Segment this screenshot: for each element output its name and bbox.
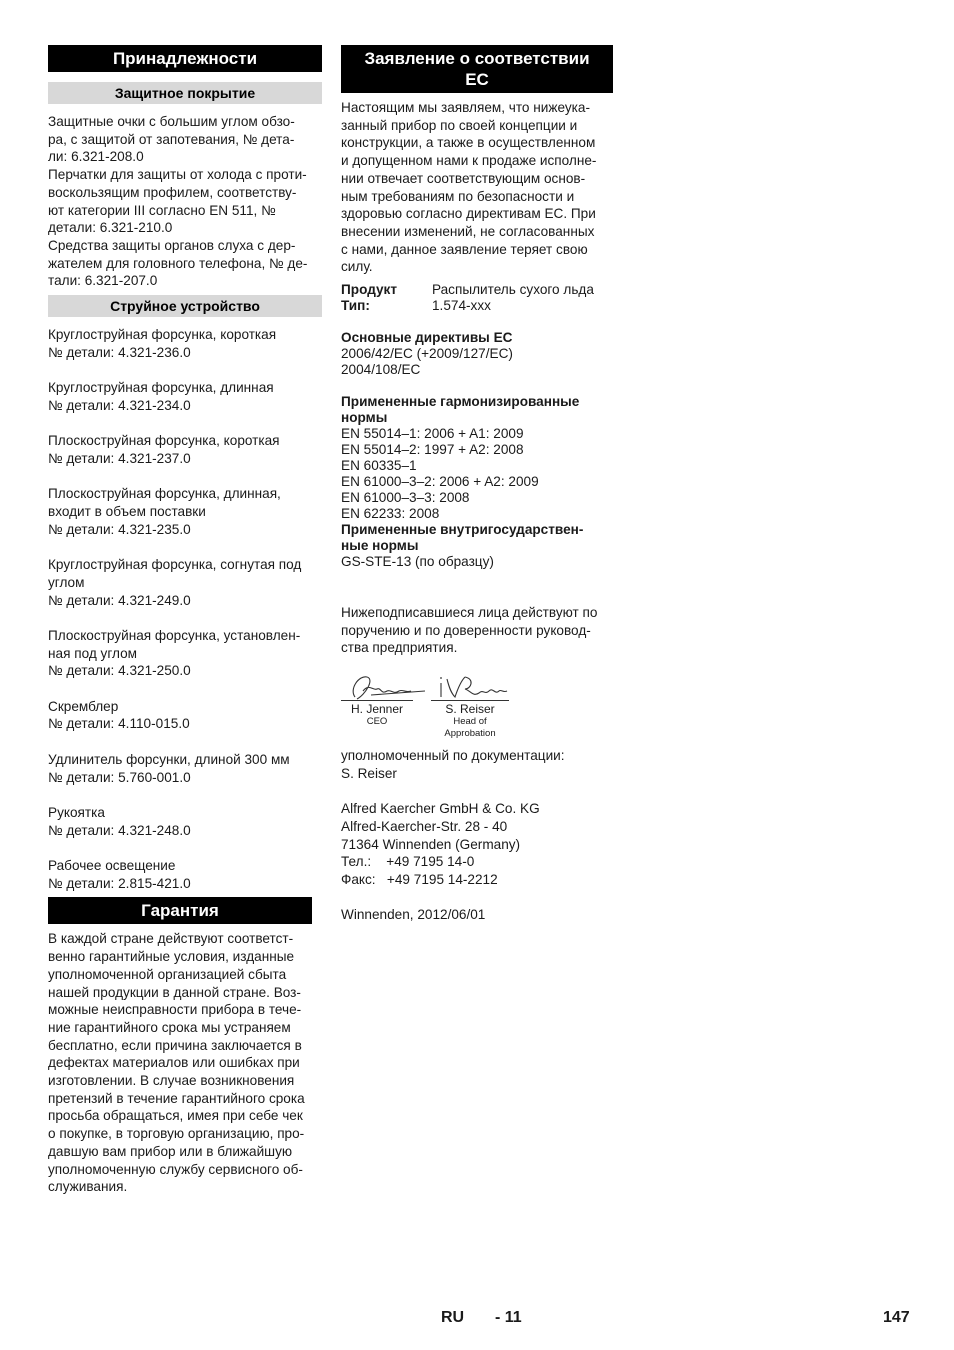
text-line: В каждой стране действуют соответст- <box>48 931 294 947</box>
national-title: Примененные внутригосударствен- <box>341 522 584 538</box>
right-column <box>341 45 613 924</box>
handwritten-signature-icon <box>341 669 427 703</box>
text-line: просьба обращаться, имея при себе чек <box>48 1108 303 1124</box>
item-part-number: № детали: 2.815-421.0 <box>48 875 191 891</box>
text-line: о покупке, в торговую организацию, про- <box>48 1126 305 1142</box>
standard: EN 62233: 2008 <box>341 506 440 522</box>
product-label: Продукт <box>341 282 398 298</box>
standard: EN 61000–3–2: 2006 + A2: 2009 <box>341 474 539 490</box>
item-name: Круглоструйная форсунка, короткая <box>48 327 277 343</box>
item-name: Рукоятка <box>48 804 105 820</box>
item-part-number: № детали: 4.321-250.0 <box>48 663 191 679</box>
harmonized-title: Примененные гармонизированные <box>341 394 580 410</box>
jet-subheading: Струйное устройство <box>48 295 322 317</box>
text-line: детали: 6.321-210.0 <box>48 220 173 236</box>
text-line: ства предприятия. <box>341 640 458 656</box>
standard: EN 55014–2: 1997 + A2: 2008 <box>341 442 524 458</box>
phone-label: Тел.: <box>341 854 372 870</box>
item-name-cont: ная под углом <box>48 645 137 661</box>
national-title-cont: ные нормы <box>341 538 419 554</box>
item-name: Круглоструйная форсунка, длинная <box>48 380 274 396</box>
company-address <box>341 800 613 889</box>
declaration-intro <box>341 99 613 276</box>
item-name: Круглоструйная форсунка, согнутая под <box>48 557 302 573</box>
item-name: Плоскоструйная форсунка, короткая <box>48 433 280 449</box>
text-line: здоровью согласно директивам ЕС. При <box>341 206 596 222</box>
text-line: давшую вам прибор или в ближайшую <box>48 1143 293 1159</box>
sig-name: S. Reiser <box>431 700 509 716</box>
protective-text <box>48 113 322 290</box>
list-item <box>48 804 322 839</box>
text-line: дефектах материалов или ошибках при <box>48 1055 300 1071</box>
item-name: Плоскоструйная форсунка, установлен- <box>48 627 301 643</box>
text-line: уполномоченный по документации: <box>341 748 565 764</box>
sig-role: Head of Approbation <box>444 716 496 740</box>
text-line: тали: 6.321-207.0 <box>48 273 158 289</box>
phone-number: +49 7195 14-0 <box>386 854 475 870</box>
text-line: и допущенном нами к продаже исполне- <box>341 153 597 169</box>
text-line: силу. <box>341 259 373 275</box>
text-line: воскользящим профилем, соответству- <box>48 184 297 200</box>
item-part-number: № детали: 4.110-015.0 <box>48 716 190 732</box>
address-line: 71364 Winnenden (Germany) <box>341 836 521 852</box>
accessories-heading: Принадлежности <box>48 45 322 72</box>
text-line: претензий в течение гарантийного срока <box>48 1090 305 1106</box>
text-line: можные неисправности прибора в тече- <box>48 1002 302 1018</box>
fax-line <box>341 871 613 889</box>
fax-number: +49 7195 14-2212 <box>386 872 498 888</box>
sig-name: H. Jenner <box>341 700 413 716</box>
warranty-text <box>48 930 322 1196</box>
item-part-number: № детали: 4.321-235.0 <box>48 521 191 537</box>
sig-role: CEO <box>366 716 388 728</box>
item-name: Удлинитель форсунки, длиной 300 мм <box>48 751 290 767</box>
directive: 2004/108/EC <box>341 362 421 378</box>
footer-language: RU <box>441 1309 465 1326</box>
list-item <box>48 751 322 786</box>
item-name: Плоскоструйная форсунка, длинная, <box>48 486 281 502</box>
standard: EN 55014–1: 2006 + A1: 2009 <box>341 426 524 442</box>
text-line: внесении изменений, не согласованных <box>341 223 595 239</box>
text-line: занный прибор по своей концепции и <box>341 117 578 133</box>
text-line: ра, с защитой от запотевания, № дета- <box>48 131 295 147</box>
ec-directives <box>341 330 613 378</box>
address-line: Alfred Kaercher GmbH & Co. KG <box>341 801 540 817</box>
heading-line: ЕС <box>465 70 489 89</box>
product-info <box>341 282 613 314</box>
text-line: ние гарантийного срока мы устраняем <box>48 1019 291 1035</box>
text-line: служивания. <box>48 1179 128 1195</box>
place-date: Winnenden, 2012/06/01 <box>341 907 486 923</box>
item-part-number: № детали: 4.321-249.0 <box>48 592 191 608</box>
directives-title: Основные директивы ЕС <box>341 330 513 346</box>
page-number: 147 <box>883 1309 910 1326</box>
item-note: входит в объем поставки <box>48 504 206 520</box>
list-item <box>48 627 322 680</box>
text-line: уполномоченной организацией сбыта <box>48 966 287 982</box>
signature-reiser <box>431 669 509 740</box>
harmonized-standards <box>341 394 613 570</box>
product-value: Распылитель сухого льда <box>432 282 594 298</box>
footer-section-page: - 11 <box>495 1309 522 1326</box>
standard: EN 61000–3–3: 2008 <box>341 490 470 506</box>
signatories-text <box>341 604 613 657</box>
text-line: изготовлении. В случае возникновения <box>48 1073 295 1089</box>
item-name: Рабочее освещение <box>48 857 176 873</box>
signatures <box>341 669 613 740</box>
text-line: Настоящим мы заявляем, что нижеука- <box>341 100 591 115</box>
standard: EN 60335–1 <box>341 458 417 474</box>
item-part-number: № детали: 4.321-234.0 <box>48 397 191 413</box>
list-item <box>48 432 322 467</box>
warranty-heading: Гарантия <box>48 897 312 924</box>
text-line: S. Reiser <box>341 765 397 781</box>
harmonized-title-cont: нормы <box>341 410 388 426</box>
jet-list <box>48 326 322 892</box>
text-line: Средства защиты органов слуха с дер- <box>48 237 296 253</box>
text-line: конструкции, а также в осуществленном <box>341 135 596 151</box>
signature-jenner <box>341 669 413 728</box>
handwritten-signature-icon <box>431 669 509 703</box>
heading-line: Заявление о соответствии <box>364 49 590 68</box>
text-line: Защитные очки с большим углом обзо- <box>48 114 295 129</box>
text-line: Нижеподписавшиеся лица действуют по <box>341 605 598 621</box>
item-part-number: № детали: 4.321-236.0 <box>48 344 191 360</box>
item-name: Скремблер <box>48 698 119 714</box>
phone-line <box>341 853 613 871</box>
list-item <box>48 379 322 414</box>
ec-declaration-heading <box>341 45 613 93</box>
national-standard: GS-STE-13 (по образцу) <box>341 554 494 570</box>
fax-label: Факс: <box>341 872 376 888</box>
text-line: с нами, данное заявление теряет свою <box>341 241 588 257</box>
protective-subheading: Защитное покрытие <box>48 82 322 104</box>
text-line: нашей продукции в данной стране. Воз- <box>48 984 301 1000</box>
item-part-number: № детали: 5.760-001.0 <box>48 769 191 785</box>
text-line: венно гарантийные условия, изданные <box>48 949 295 965</box>
text-line: уполномоченную службу сервисного об- <box>48 1161 303 1177</box>
text-line: жателем для головного телефона, № де- <box>48 255 308 271</box>
text-line: ют категории III согласно EN 511, № <box>48 202 276 218</box>
list-item <box>48 326 322 361</box>
item-part-number: № детали: 4.321-237.0 <box>48 450 191 466</box>
text-line: Перчатки для защиты от холода с проти- <box>48 167 307 183</box>
text-line: бесплатно, если причина заключается в <box>48 1037 302 1053</box>
item-name-cont: углом <box>48 574 85 590</box>
list-item <box>48 556 322 609</box>
text-line: ли: 6.321-208.0 <box>48 149 144 165</box>
text-line: нии отвечает соответствующим основ- <box>341 170 586 186</box>
list-item <box>48 857 322 892</box>
address-line: Alfred-Kaercher-Str. 28 - 40 <box>341 818 508 834</box>
text-line: поручению и по доверенности руковод- <box>341 622 591 638</box>
directive: 2006/42/EC (+2009/127/EC) <box>341 346 513 362</box>
type-label: Тип: <box>341 298 370 314</box>
left-column <box>48 45 322 1196</box>
type-value: 1.574-xxx <box>432 298 491 314</box>
text-line: ным требованиям по безопасности и <box>341 188 575 204</box>
documentation-authorized <box>341 747 613 782</box>
item-part-number: № детали: 4.321-248.0 <box>48 822 191 838</box>
list-item <box>48 698 322 733</box>
list-item <box>48 485 322 538</box>
